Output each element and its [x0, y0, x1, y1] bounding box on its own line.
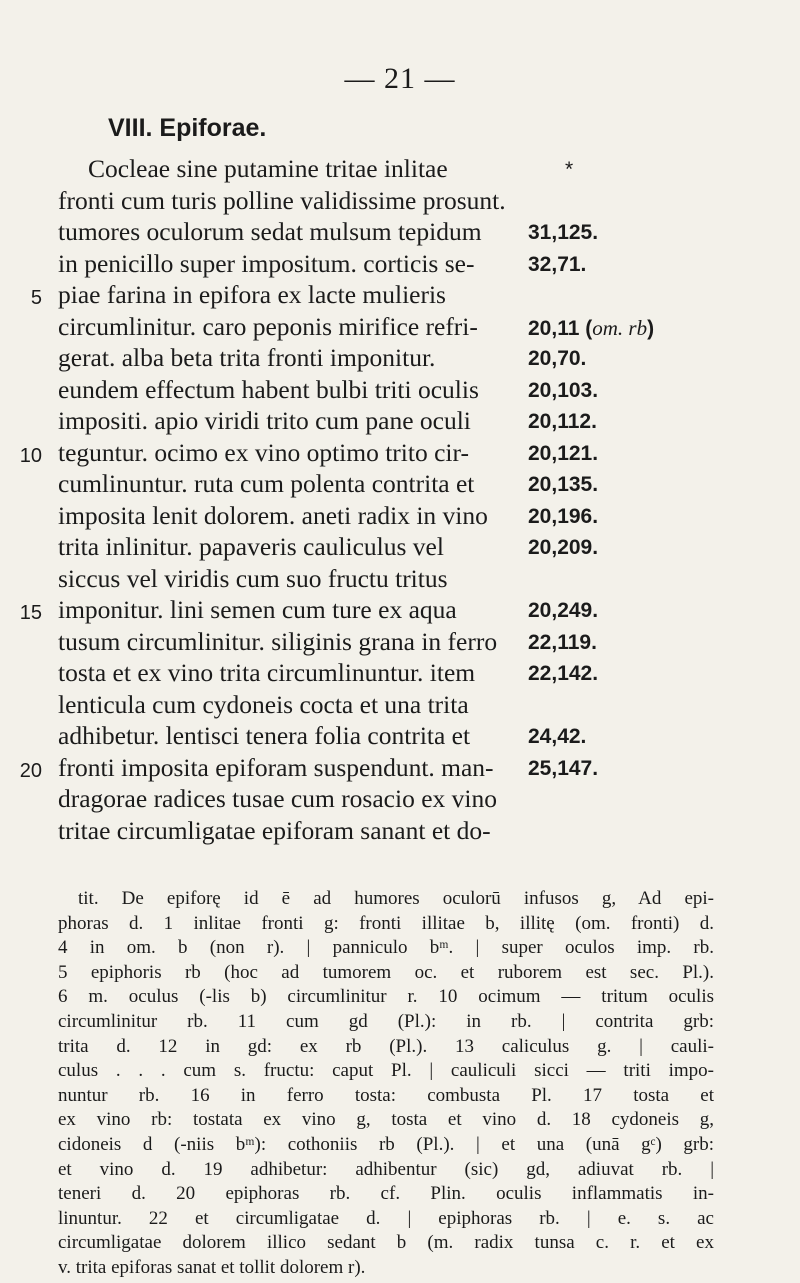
margin-reference: 20,121. [528, 441, 599, 465]
margin-reference: 20,70. [528, 347, 587, 370]
line-text: Cocleae sine putamine tritae inlitae [88, 154, 448, 183]
apparatus-line: circumligatae dolorem illico sedant b (m. radix tunsa c. r. et ex [58, 1232, 714, 1254]
line-number: 5 [30, 287, 42, 309]
line-text: teguntur. ocimo ex vino optimo trito cir- [58, 437, 469, 467]
apparatus-line: 6 m. oculus (-lis b) circumlinitur r. 10 ocimum — tritum oculis [58, 986, 714, 1008]
line-text: piae farina in epifora ex lacte mulieris [58, 280, 446, 309]
margin-reference: 22,142. [528, 662, 599, 685]
apparatus-line: linuntur. 22 et circumligatae d. | epiphoras rb. | e. s. ac [58, 1207, 714, 1229]
line-number: 10 [19, 444, 42, 467]
apparatus-line: phoras d. 1 inlitae fronti g: fronti illitae b, illitę (om. fronti) d. [58, 912, 714, 934]
text-line [0, 280, 800, 312]
apparatus-line: 4 in om. b (non r). | panniculo bᵐ. | super oculos imp. rb. [58, 937, 714, 959]
page-number: — 21 — [344, 62, 456, 95]
text-line [0, 658, 800, 690]
text-line [0, 627, 800, 659]
margin-reference: 20,249. [528, 599, 599, 622]
text-line [0, 154, 800, 186]
text-line [0, 186, 800, 218]
text-line [0, 753, 800, 785]
line-text: impositi. apio viridi trito cum pane oculi [58, 406, 471, 435]
apparatus-line: trita d. 12 in gd: ex rb (Pl.). 13 caliculus g. | cauli- [58, 1035, 714, 1057]
text-line [0, 469, 800, 501]
text-line [0, 816, 800, 848]
apparatus-line: et vino d. 19 adhibetur: adhibentur (sic) gd, adiuvat rb. | [58, 1158, 714, 1180]
text-line [0, 312, 800, 344]
line-number: 20 [19, 759, 42, 782]
apparatus-line: teneri d. 20 epiphoras rb. cf. Plin. oculis inflammatis in- [58, 1183, 714, 1205]
apparatus-line: v. trita epiforas sanat et tollit dolorem r). [58, 1256, 366, 1278]
line-text: fronti cum turis polline validissime prosunt. [58, 185, 506, 215]
apparatus-line: circumlinitur rb. 11 cum gd (Pl.): in rb. | contrita grb: [58, 1010, 714, 1032]
margin-reference: 20,11 (om. rb) [528, 315, 655, 340]
apparatus-line: culus . . . cum s. fructu: caput Pl. | cauliculi sicci — triti impo- [58, 1060, 714, 1082]
text-line [0, 343, 800, 375]
line-text: cumlinuntur. ruta cum polenta contrita et [58, 469, 475, 498]
text-line [0, 564, 800, 596]
apparatus-line: 5 epiphoris rb (hoc ad tumorem oc. et ruborem est sec. Pl.). [58, 961, 714, 983]
margin-reference: 22,119. [528, 630, 597, 654]
margin-reference: 20,135. [528, 473, 599, 496]
text-line [0, 217, 800, 249]
line-text: trita inlinitur. papaveris cauliculus vel [58, 532, 444, 561]
line-text: dragorae radices tusae cum rosacio ex vino [58, 784, 497, 813]
line-text: eundem effectum habent bulbi triti oculis [58, 374, 479, 404]
line-text: circumlinitur. caro peponis mirifice refri- [58, 311, 478, 341]
line-text: imposita lenit dolorem. aneti radix in vino [58, 500, 488, 530]
line-number: 15 [19, 602, 42, 624]
margin-reference: * [565, 158, 574, 181]
text-line [0, 690, 800, 722]
margin-reference: 24,42. [528, 725, 587, 748]
line-text: lenticula cum cydoneis cocta et una trita [58, 689, 469, 719]
margin-reference: 20,196. [528, 504, 599, 528]
margin-reference: 31,125. [528, 221, 599, 244]
main-text [0, 154, 800, 847]
margin-reference: 20,112. [528, 410, 597, 433]
text-line [0, 721, 800, 753]
margin-reference: 25,147. [528, 756, 599, 780]
line-text: tosta et ex vino trita circumlinuntur. item [58, 658, 476, 687]
line-text: gerat. alba beta trita fronti imponitur. [58, 343, 436, 372]
apparatus-line: nuntur rb. 16 in ferro tosta: combusta Pl. 17 tosta et [58, 1084, 714, 1106]
text-line [0, 375, 800, 407]
line-text: in penicillo super impositum. corticis se- [58, 248, 475, 278]
text-line [0, 406, 800, 438]
margin-reference: 20,103. [528, 378, 599, 402]
apparatus-line: tit. De epiforę id ē ad humores oculorū infusos g, Ad epi- [78, 888, 714, 909]
text-line [0, 595, 800, 627]
critical-apparatus [58, 887, 714, 1281]
line-text: adhibetur. lentisci tenera folia contrita et [58, 721, 471, 750]
line-text: imponitur. lini semen cum ture ex aqua [58, 595, 457, 624]
text-line [0, 532, 800, 564]
text-line [0, 438, 800, 470]
line-text: siccus vel viridis cum suo fructu tritus [58, 563, 448, 593]
margin-reference: 20,209. [528, 536, 599, 559]
line-text: tritae circumligatae epiforam sanant et do- [58, 815, 491, 845]
text-line [0, 784, 800, 816]
section-heading: VIII. Epiforae. [108, 114, 267, 142]
margin-reference: 32,71. [528, 252, 587, 276]
line-text: fronti imposita epiforam suspendunt. man- [58, 752, 494, 782]
line-text: tumores oculorum sedat mulsum tepidum [58, 217, 482, 246]
text-line [0, 501, 800, 533]
text-line [0, 249, 800, 281]
apparatus-line: ex vino rb: tostata ex vino g, tosta et vino d. 18 cydoneis g, [58, 1109, 714, 1131]
line-text: tusum circumlinitur. siliginis grana in ferro [58, 626, 498, 656]
apparatus-line: cidoneis d (-niis bᵐ): cothoniis rb (Pl.). | et una (unā gᶜ) grb: [58, 1133, 714, 1155]
